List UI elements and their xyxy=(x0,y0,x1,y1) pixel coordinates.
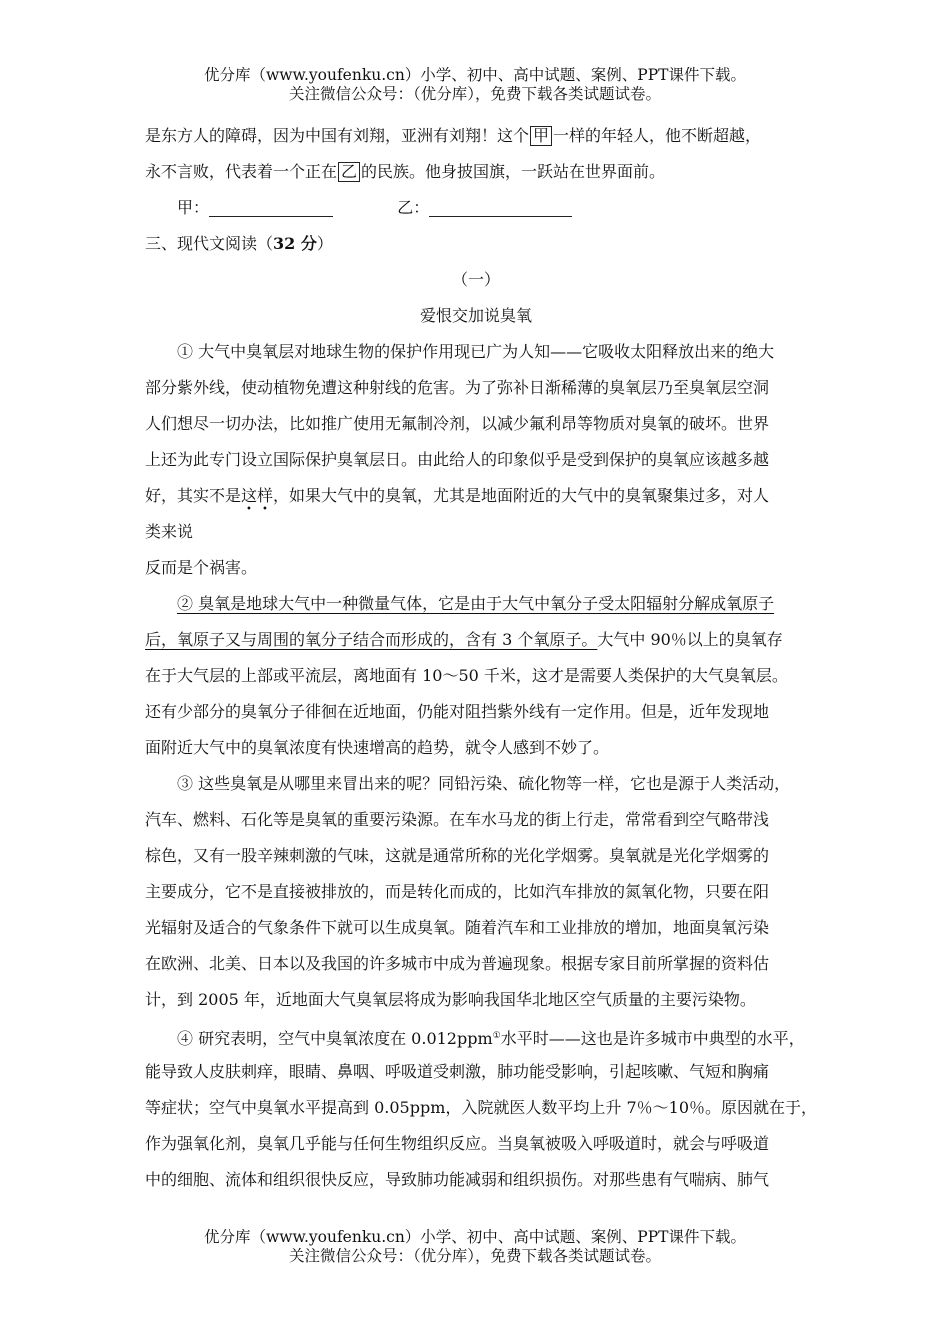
header-line-1: 优分库（www.youfenku.cn）小学、初中、高中试题、案例、PPT课件下载。 xyxy=(203,66,747,84)
intro-line: 永不言败，代表着一个正在 乙 的民族。他身披国旗，一跃站在世界面前。 xyxy=(145,162,666,181)
paragraph-line: ④ 研究表明，空气中臭氧浓度在 0.012ppm①水平时——这也是许多城市中典型的水平， xyxy=(177,1029,805,1048)
article-title: 爱恨交加说臭氧 xyxy=(419,306,532,325)
paragraph-line: 在于大气层的上部或平流层，离地面有 10～50 千米，这才是需要人类保护的大气臭氧层。 xyxy=(145,666,788,685)
header-line-2: 关注微信公众号：（优分库），免费下载各类试题试卷。 xyxy=(288,85,661,103)
answer-label-jia: 甲： xyxy=(177,198,210,217)
paragraph-line: 上还为此专门设立国际保护臭氧层日。由此给人的印象似乎是受到保护的臭氧应该越多越 xyxy=(145,450,770,469)
footer-line-1: 优分库（www.youfenku.cn）小学、初中、高中试题、案例、PPT课件下载。 xyxy=(203,1228,747,1246)
underlined-sentence: 后，氧原子又与周围的氧分子结合而形成的，含有 3 个氧原子。 xyxy=(145,630,598,649)
blank-box-jia: 甲 xyxy=(530,126,552,146)
paragraph-line: 等症状；空气中臭氧水平提高到 0.05ppm，入院就医人数平均上升 7％～10％。原因就在于， xyxy=(145,1098,817,1117)
intro-line: 是东方人的障碍，因为中国有刘翔，亚洲有刘翔！这个 甲 一样的年轻人，他不断超越， xyxy=(145,126,762,145)
paragraph-line: ③ 这些臭氧是从哪里来冒出来的呢？同铅污染、硫化物等一样，它也是源于人类活动， xyxy=(177,774,791,793)
paragraph-line: 在欧洲、北美、日本以及我国的许多城市中成为普遍现象。根据专家目前所掌握的资料估 xyxy=(145,954,770,973)
paragraph-line: 计，到 2005 年，近地面大气臭氧层将成为影响我国华北地区空气质量的主要污染物。 xyxy=(145,990,756,1009)
section-title: 三、现代文阅读（32 分） xyxy=(145,234,333,253)
paragraph-line: 类来说 xyxy=(145,522,194,541)
footnote-marker: ① xyxy=(492,1031,501,1041)
paragraph-line: 反而是个祸害。 xyxy=(145,558,258,577)
blank-box-yi: 乙 xyxy=(338,162,360,182)
paragraph-line: 面附近大气中的臭氧浓度有快速增高的趋势，就令人感到不妙了。 xyxy=(145,738,610,757)
article-part: （一） xyxy=(451,270,500,289)
page-header xyxy=(0,66,950,104)
answer-blank-jia[interactable] xyxy=(209,196,333,217)
paragraph-line: 棕色，又有一股辛辣刺激的气味，这就是通常所称的光化学烟雾。臭氧就是光化学烟雾的 xyxy=(145,846,770,865)
page-footer xyxy=(0,1228,950,1266)
paragraph-line: 还有少部分的臭氧分子徘徊在近地面，仍能对阻挡紫外线有一定作用。但是，近年发现地 xyxy=(145,702,770,721)
answer-blank-yi[interactable] xyxy=(429,196,572,217)
paragraph-line: 好，其实不是这样 • • ，如果大气中的臭氧，尤其是地面附近的大气中的臭氧聚集过多，对人 xyxy=(145,478,807,514)
paragraph-line: ① 大气中臭氧层对地球生物的保护作用现已广为人知——它吸收太阳释放出来的绝大 xyxy=(177,342,775,361)
emphasis-dotted-word: 这样 • • xyxy=(241,486,274,515)
paragraph-line: 汽车、燃料、石化等是臭氧的重要污染源。在车水马龙的街上行走，常常看到空气略带浅 xyxy=(145,810,770,829)
paragraph-line: 部分紫外线，使动植物免遭这种射线的危害。为了弥补日渐稀薄的臭氧层乃至臭氧层空洞 xyxy=(145,378,770,397)
answer-line xyxy=(145,190,807,226)
answer-label-yi: 乙： xyxy=(397,198,430,217)
paragraph-line: 人们想尽一切办法，比如推广使用无氟制冷剂，以减少氟利昂等物质对臭氧的破坏。世界 xyxy=(145,414,770,433)
paragraph-line: 作为强氧化剂，臭氧几乎能与任何生物组织反应。当臭氧被吸入呼吸道时，就会与呼吸道 xyxy=(145,1134,770,1153)
paragraph-line: 能导致人皮肤刺痒，眼睛、鼻咽、呼吸道受刺激，肺功能受影响，引起咳嗽、气短和胸痛 xyxy=(145,1062,770,1081)
footer-line-2: 关注微信公众号：（优分库），免费下载各类试题试卷。 xyxy=(288,1247,661,1265)
underlined-sentence: ② 臭氧是地球大气中一种微量气体，它是由于大气中氧分子受太阳辐射分解成氧原子 xyxy=(177,594,775,613)
paragraph-line: 主要成分，它不是直接被排放的，而是转化而成的，比如汽车排放的氮氧化物，只要在阳 xyxy=(145,882,770,901)
paragraph-line xyxy=(145,586,807,622)
paragraph-line: 中的细胞、流体和组织很快反应，导致肺功能减弱和组织损伤。对那些患有气喘病、肺气 xyxy=(145,1170,770,1189)
paragraph-line: 光辐射及适合的气象条件下就可以生成臭氧。随着汽车和工业排放的增加，地面臭氧污染 xyxy=(145,918,770,937)
paragraph-line: 后，氧原子又与周围的氧分子结合而形成的，含有 3 个氧原子。大气中 90％以上的臭氧存 xyxy=(145,630,783,649)
document-body xyxy=(145,118,817,1198)
